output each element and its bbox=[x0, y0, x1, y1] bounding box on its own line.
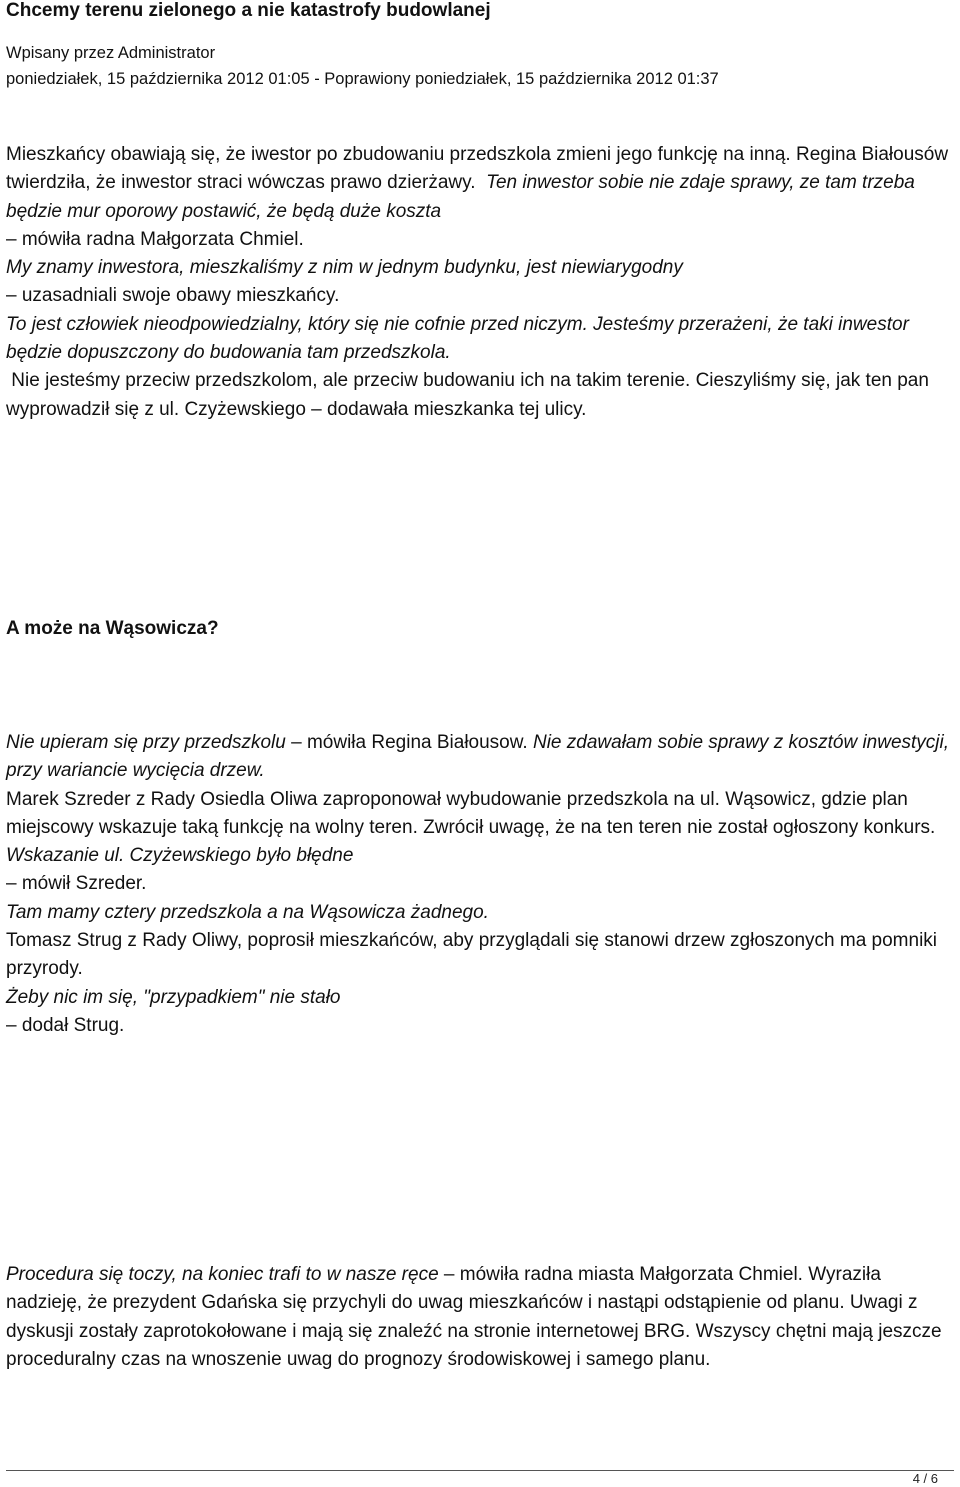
paragraph bbox=[6, 729, 956, 786]
quote: Nie upieram się przy przedszkolu bbox=[6, 732, 286, 753]
section-heading: A może na Wąsowicza? bbox=[6, 618, 219, 639]
quote: Tam mamy cztery przedszkola a na Wąsowicza żadnego. bbox=[6, 901, 489, 923]
quote: Ten inwestor sobie nie zdaje sprawy, ze tam trzeba będzie mur oporowy postawić, że będą duże koszta bbox=[6, 172, 915, 222]
article-block-1 bbox=[6, 141, 956, 424]
quote: Wskazanie ul. Czyżewskiego było błędne bbox=[6, 845, 354, 867]
article-title: Chcemy terenu zielonego a nie katastrofy budowlanej bbox=[6, 0, 491, 21]
paragraph-text: Nie jesteśmy przeciw przedszkolom, ale przeciw budowaniu ich na takim terenie. Cieszyliśmy się, jak ten pan wyprowadził się z ul. Czyżewskiego – dodawała mieszkanka tej ulicy. bbox=[6, 370, 929, 420]
paragraph bbox=[6, 367, 956, 424]
author-line: Wpisany przez Administrator bbox=[6, 44, 216, 62]
paragraph: Marek Szreder z Rady Osiedla Oliwa zaproponował wybudowanie przedszkola na ul. Wąsowicz, gdzie plan miejscowy wskazuje taką funkcję na wolny teren. Zwrócił uwagę, że na ten teren nie został ogłoszony konkurs. bbox=[6, 788, 936, 838]
attribution: – mówiła radna Małgorzata Chmiel. bbox=[6, 228, 304, 250]
article-block-2 bbox=[6, 729, 956, 1040]
paragraph bbox=[6, 141, 956, 226]
attribution: – dodał Strug. bbox=[6, 1014, 125, 1036]
quote: Nie zdawałam sobie sprawy z kosztów inwestycji, przy wariancie wycięcia drzew. bbox=[6, 732, 950, 782]
paragraph-text: – mówiła radna miasta Małgorzata Chmiel. Wyraziła nadzieję, że prezydent Gdańska się przychyli do uwag mieszkańców i nastąpi odstąpienie od planu. Uwagi z dyskusji zostały zaprotokołowane i mają się znaleźć na stronie internetowej BRG. Wszyscy chętni mają jeszcze proceduralny czas na wnoszenie uwag do prognozy środowiskowej i samego planu. bbox=[6, 1264, 942, 1370]
attribution: – mówił Szreder. bbox=[6, 873, 147, 895]
quote: My znamy inwestora, mieszkaliśmy z nim w jednym budynku, jest niewiarygodny bbox=[6, 257, 683, 279]
quote: To jest człowiek nieodpowiedzialny, który się nie cofnie przed niczym. Jesteśmy przerażeni, że taki inwestor będzie dopuszczony do budowania tam przedszkola. bbox=[6, 313, 909, 364]
paragraph: Tomasz Strug z Rady Oliwy, poprosił mieszkańców, aby przyglądali się stanowi drzew zgłoszonych ma pomniki przyrody. bbox=[6, 930, 938, 980]
paragraph-text: Mieszkańcy obawiają się, że iwestor po zbudowaniu przedszkola zmieni jego funkcję na inną. Regina Białousów twierdziła, że inwestor straci wówczas prawo dzierżawy. bbox=[6, 144, 949, 194]
page-number: 4 / 6 bbox=[912, 1471, 938, 1486]
date-line: poniedziałek, 15 października 2012 01:05 - Poprawiony poniedziałek, 15 października 2012 01:37 bbox=[6, 70, 719, 88]
article-block-3 bbox=[6, 1261, 956, 1374]
paragraph bbox=[6, 1261, 956, 1374]
paragraph bbox=[6, 899, 956, 927]
quote: Procedura się toczy, na koniec trafi to w nasze ręce bbox=[6, 1264, 439, 1285]
footer-divider bbox=[6, 1470, 954, 1471]
attribution: – mówiła Regina Białousow. bbox=[291, 732, 528, 753]
attribution: – uzasadniali swoje obawy mieszkańcy. bbox=[6, 285, 340, 307]
quote: Żeby nic im się, "przypadkiem" nie stało bbox=[6, 986, 341, 1008]
